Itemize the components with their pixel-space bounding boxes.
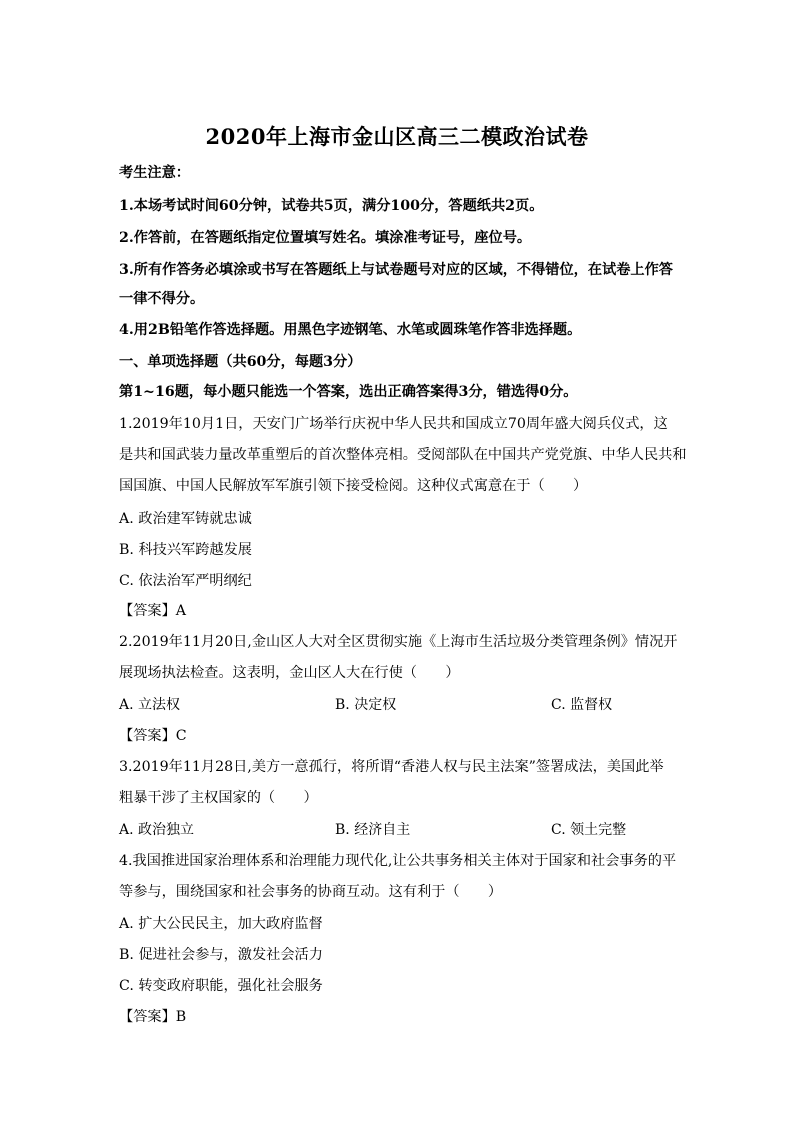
notice-item-4: 4.用2B铅笔作答选择题。用黑色字迹钢笔、水笔或圆珠笔作答非选择题。	[119, 322, 582, 338]
q2-line-1: 2.2019年11月20日,金山区人大对全区贯彻实施《上海市生活垃圾分类管理条例》情况开	[119, 634, 678, 650]
q4-line-1: 4.我国推进国家治理体系和治理能力现代化,让公共事务相关主体对于国家和社会事务的平	[119, 853, 677, 869]
notice-heading: 考生注意：	[119, 165, 190, 181]
q1-line-1: 1.2019年10月1日，天安门广场举行庆祝中华人民共和国成立70周年盛大阅兵仪式，这	[119, 416, 668, 432]
q1-line-3: 国国旗、中国人民解放军军旗引领下接受检阅。这种仪式寓意在于（ ）	[119, 478, 588, 494]
q4-option-a: A. 扩大公民民主，加大政府监督	[119, 916, 323, 932]
q1-option-c: C. 依法治军严明纲纪	[119, 573, 252, 589]
q3-line-1: 3.2019年11月28日,美方一意孤行，将所谓“香港人权与民主法案”签署成法，美国此举	[119, 759, 664, 775]
q4-answer: 【答案】B	[119, 1009, 187, 1025]
notice-item-3-cont: 一律不得分。	[119, 291, 205, 307]
q1-option-a: A. 政治建军铸就忠诚	[119, 511, 252, 527]
q4-option-c: C. 转变政府职能，强化社会服务	[119, 978, 323, 994]
q2-option-b: B. 决定权	[335, 697, 397, 713]
q3-option-b: B. 经济自主	[335, 822, 411, 838]
q3-option-a: A. 政治独立	[119, 822, 195, 838]
q2-line-2: 展现场执法检查。这表明，金山区人大在行使（ ）	[119, 665, 460, 681]
q4-line-2: 等参与，围绕国家和社会事务的协商互动。这有利于（ ）	[119, 884, 503, 900]
section-heading: 一、单项选择题（共60分，每题3分）	[119, 354, 362, 370]
notice-item-2: 2.作答前，在答题纸指定位置填写姓名。填涂准考证号，座位号。	[119, 230, 532, 246]
q3-option-c: C. 领土完整	[551, 822, 627, 838]
q4-option-b: B. 促进社会参与，激发社会活力	[119, 947, 323, 963]
notice-item-1: 1.本场考试时间60分钟，试卷共5页，满分100分，答题纸共2页。	[119, 198, 544, 214]
q1-line-2: 是共和国武装力量改革重塑后的首次整体亮相。受阅部队在中国共产党党旗、中华人民共和	[119, 447, 687, 463]
q1-answer: 【答案】A	[119, 603, 186, 619]
section-instruction: 第1~16题，每小题只能选一个答案，选出正确答案得3分，错选得0分。	[119, 384, 578, 400]
q2-option-c: C. 监督权	[551, 697, 613, 713]
exam-title: 2020年上海市金山区高三二模政治试卷	[205, 124, 589, 149]
q2-answer: 【答案】C	[119, 728, 187, 744]
q3-line-2: 粗暴干涉了主权国家的（ ）	[119, 790, 318, 806]
q1-option-b: B. 科技兴军跨越发展	[119, 542, 252, 558]
q2-option-a: A. 立法权	[119, 697, 181, 713]
notice-item-3: 3.所有作答务必填涂或书写在答题纸上与试卷题号对应的区域，不得错位，在试卷上作答	[119, 262, 673, 278]
